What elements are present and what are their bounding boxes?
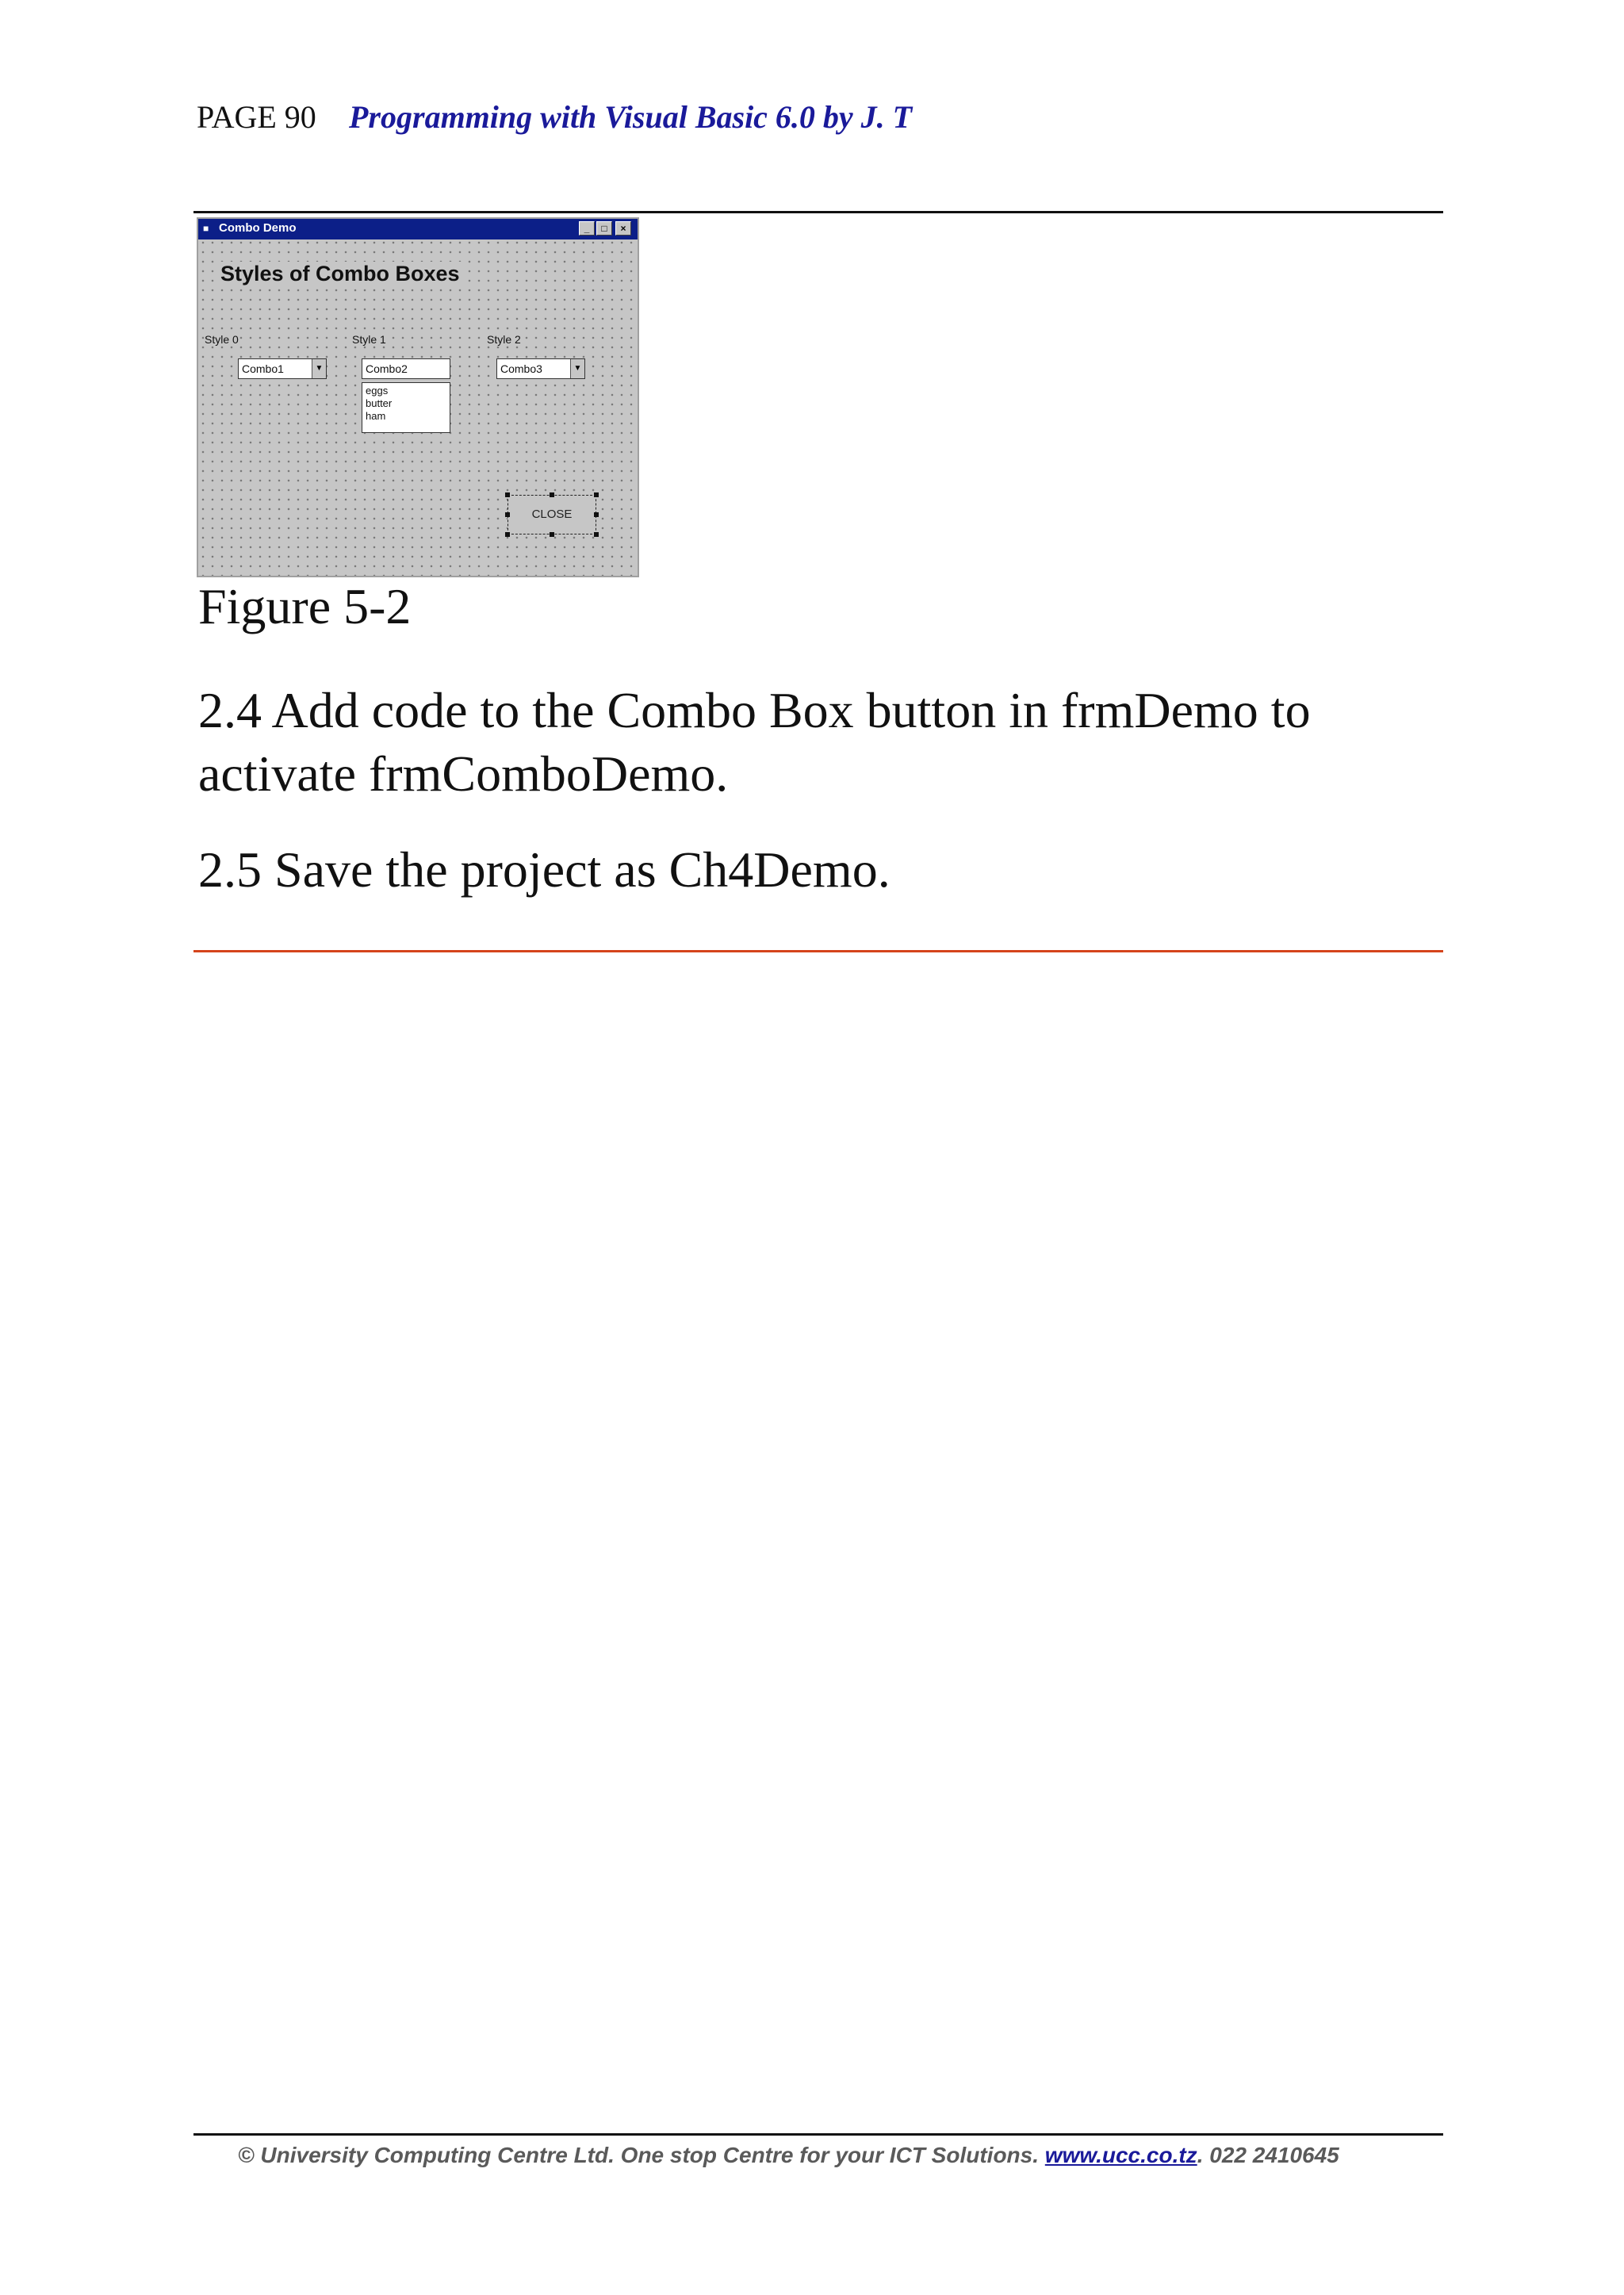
- combo3-dropdown[interactable]: [496, 358, 585, 379]
- combo2-list[interactable]: [362, 382, 450, 433]
- close-icon[interactable]: ×: [615, 221, 631, 236]
- selection-handle: [594, 512, 599, 517]
- selection-handle: [550, 492, 554, 497]
- selection-handle: [505, 532, 510, 537]
- selection-handle: [505, 492, 510, 497]
- combo1-dropdown[interactable]: [238, 358, 327, 379]
- close-button[interactable]: CLOSE: [508, 495, 596, 534]
- footer: [238, 2143, 1339, 2168]
- combo-demo-form-image: [197, 217, 639, 577]
- chevron-down-icon[interactable]: ▼: [570, 359, 584, 378]
- selection-handle: [550, 532, 554, 537]
- form-titlebar: [198, 219, 638, 239]
- footer-website-link[interactable]: www.ucc.co.tz: [1044, 2143, 1197, 2167]
- style1-label: Style 1: [352, 333, 386, 346]
- combo2-textbox[interactable]: [362, 358, 450, 379]
- section-rule: [193, 950, 1443, 952]
- header-rule: [193, 211, 1443, 213]
- form-heading: Styles of Combo Boxes: [220, 262, 460, 285]
- chevron-down-icon[interactable]: ▼: [312, 359, 326, 378]
- form-app-icon: ■: [203, 223, 209, 234]
- combo2-value: Combo2: [366, 362, 408, 375]
- maximize-icon[interactable]: □: [596, 221, 612, 236]
- list-item[interactable]: eggs: [366, 385, 389, 397]
- step-2-4: 2.4 Add code to the Combo Box button in frmDemo to activate frmComboDemo.: [198, 682, 1311, 802]
- book-title: Programming with Visual Basic 6.0 by J. T: [349, 99, 913, 135]
- combo1-value: Combo1: [242, 362, 284, 375]
- footer-rule: [193, 2133, 1443, 2136]
- list-item[interactable]: butter: [366, 397, 393, 409]
- step-2-5: 2.5 Save the project as Ch4Demo.: [198, 841, 891, 898]
- selection-handle: [594, 532, 599, 537]
- figure-caption: Figure 5-2: [198, 578, 412, 634]
- style2-label: Style 2: [487, 333, 521, 346]
- footer-phone: . 022 2410645: [1197, 2143, 1339, 2167]
- selection-handle: [594, 492, 599, 497]
- footer-copyright: © University Computing Centre Ltd. One stop Centre for your ICT Solutions.: [238, 2143, 1040, 2167]
- combo3-value: Combo3: [500, 362, 542, 375]
- style0-label: Style 0: [205, 333, 239, 346]
- list-item[interactable]: ham: [366, 410, 386, 422]
- page-number: PAGE 90: [197, 99, 316, 135]
- selection-handle: [505, 512, 510, 517]
- form-window-title: Combo Demo: [219, 221, 297, 235]
- minimize-icon[interactable]: _: [579, 221, 595, 236]
